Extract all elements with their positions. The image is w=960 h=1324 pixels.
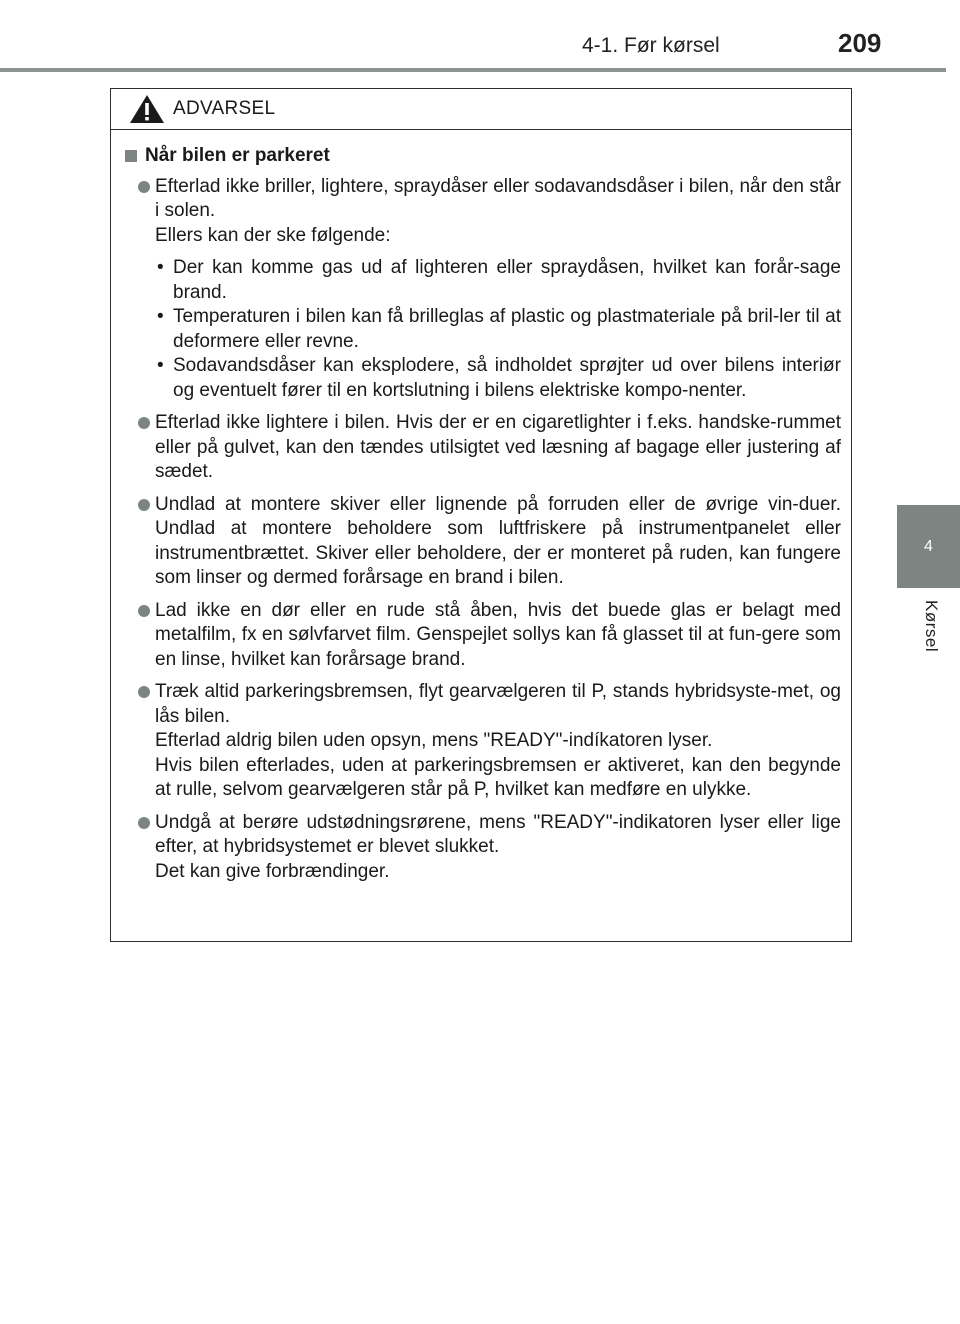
sub-list-item: • Temperaturen i bilen kan få brilleglas af plastic og plastmateriale på bril-ler til at deformere eller revne.	[155, 305, 841, 354]
item-text: Undlad at montere skiver eller lignende på forruden eller de øvrige vin-duer. Undlad at montere beholdere som luftfriskere på instrumentpanelet eller instrumentbrættet. Skiver eller beholdere, der er monteret på ruden, kan fungere som linser og dermed forårsage en brand i bilen.	[155, 493, 841, 588]
item-text: Undgå at berøre udstødningsrørene, mens "READY"-indikatoren lyser eller lige efter, at hybridsystemet er blevet slukket.	[155, 811, 841, 857]
round-bullet-icon	[138, 605, 150, 617]
warning-item	[125, 680, 841, 803]
chapter-label: Kørsel	[922, 600, 941, 653]
item-text: Lad ikke en dør eller en rude stå åben, hvis det buede glas er belagt med metalfilm, fx en sølvfarvet film. Genspejlet sollys kan få glasset til at fun-gere som en linse, hvilket kan forårsage brand.	[155, 599, 841, 670]
warning-title: ADVARSEL	[173, 98, 276, 119]
sub-list-item: • Der kan komme gas ud af lighteren eller spraydåsen, hvilket kan forår-sage brand.	[155, 256, 841, 305]
warning-triangle-icon	[129, 94, 165, 124]
round-bullet-icon	[138, 686, 150, 698]
warning-subheading	[125, 144, 841, 169]
item-text: Ellers kan der ske følgende:	[155, 224, 391, 246]
item-text: Det kan give forbrændinger.	[155, 860, 390, 882]
warning-item	[125, 493, 841, 591]
warning-item	[125, 599, 841, 673]
round-bullet-icon	[138, 817, 150, 829]
round-bullet-icon	[138, 417, 150, 429]
round-bullet-icon	[138, 499, 150, 511]
item-text: Efterlad ikke briller, lightere, spraydåser eller sodavandsdåser i bilen, når den står i solen.	[155, 175, 841, 221]
chapter-tab[interactable]	[897, 505, 960, 588]
section-title: 4-1. Før kørsel	[582, 34, 720, 57]
page-number: 209	[838, 28, 882, 58]
warning-box	[110, 88, 852, 942]
chapter-number: 4	[924, 537, 933, 555]
warning-body	[111, 130, 851, 884]
header-rule	[0, 68, 946, 72]
item-text: Træk altid parkeringsbremsen, flyt gearvælgeren til P, stands hybridsyste-met, og lås bilen.	[155, 681, 841, 727]
round-bullet-icon	[138, 181, 150, 193]
subheading-text: Når bilen er parkeret	[145, 145, 330, 166]
sub-list	[155, 256, 841, 403]
sub-list-item: • Sodavandsdåser kan eksplodere, så indholdet sprøjter ud over bilens interiør og eventuelt fører til en kortslutning i bilens elektriske kompo-nenter.	[155, 354, 841, 403]
item-text: Efterlad ikke lightere i bilen. Hvis der er en cigaretlighter i f.eks. handske-rummet eller på gulvet, kan den tændes utilsigtet ved læsning af bagage eller justering af sædet.	[155, 412, 841, 482]
warning-header	[111, 89, 851, 130]
warning-item	[125, 175, 841, 404]
item-text: Hvis bilen efterlades, uden at parkeringsbremsen er aktiveret, kan den begynde at rulle, selvom gearvælgeren står på P, hvilket kan medføre en ulykke.	[155, 754, 841, 800]
item-text: Efterlad aldrig bilen uden opsyn, mens "READY"-indíkatoren lyser.	[155, 730, 713, 751]
square-bullet-icon	[125, 150, 137, 162]
warning-item	[125, 811, 841, 885]
warning-item	[125, 411, 841, 485]
